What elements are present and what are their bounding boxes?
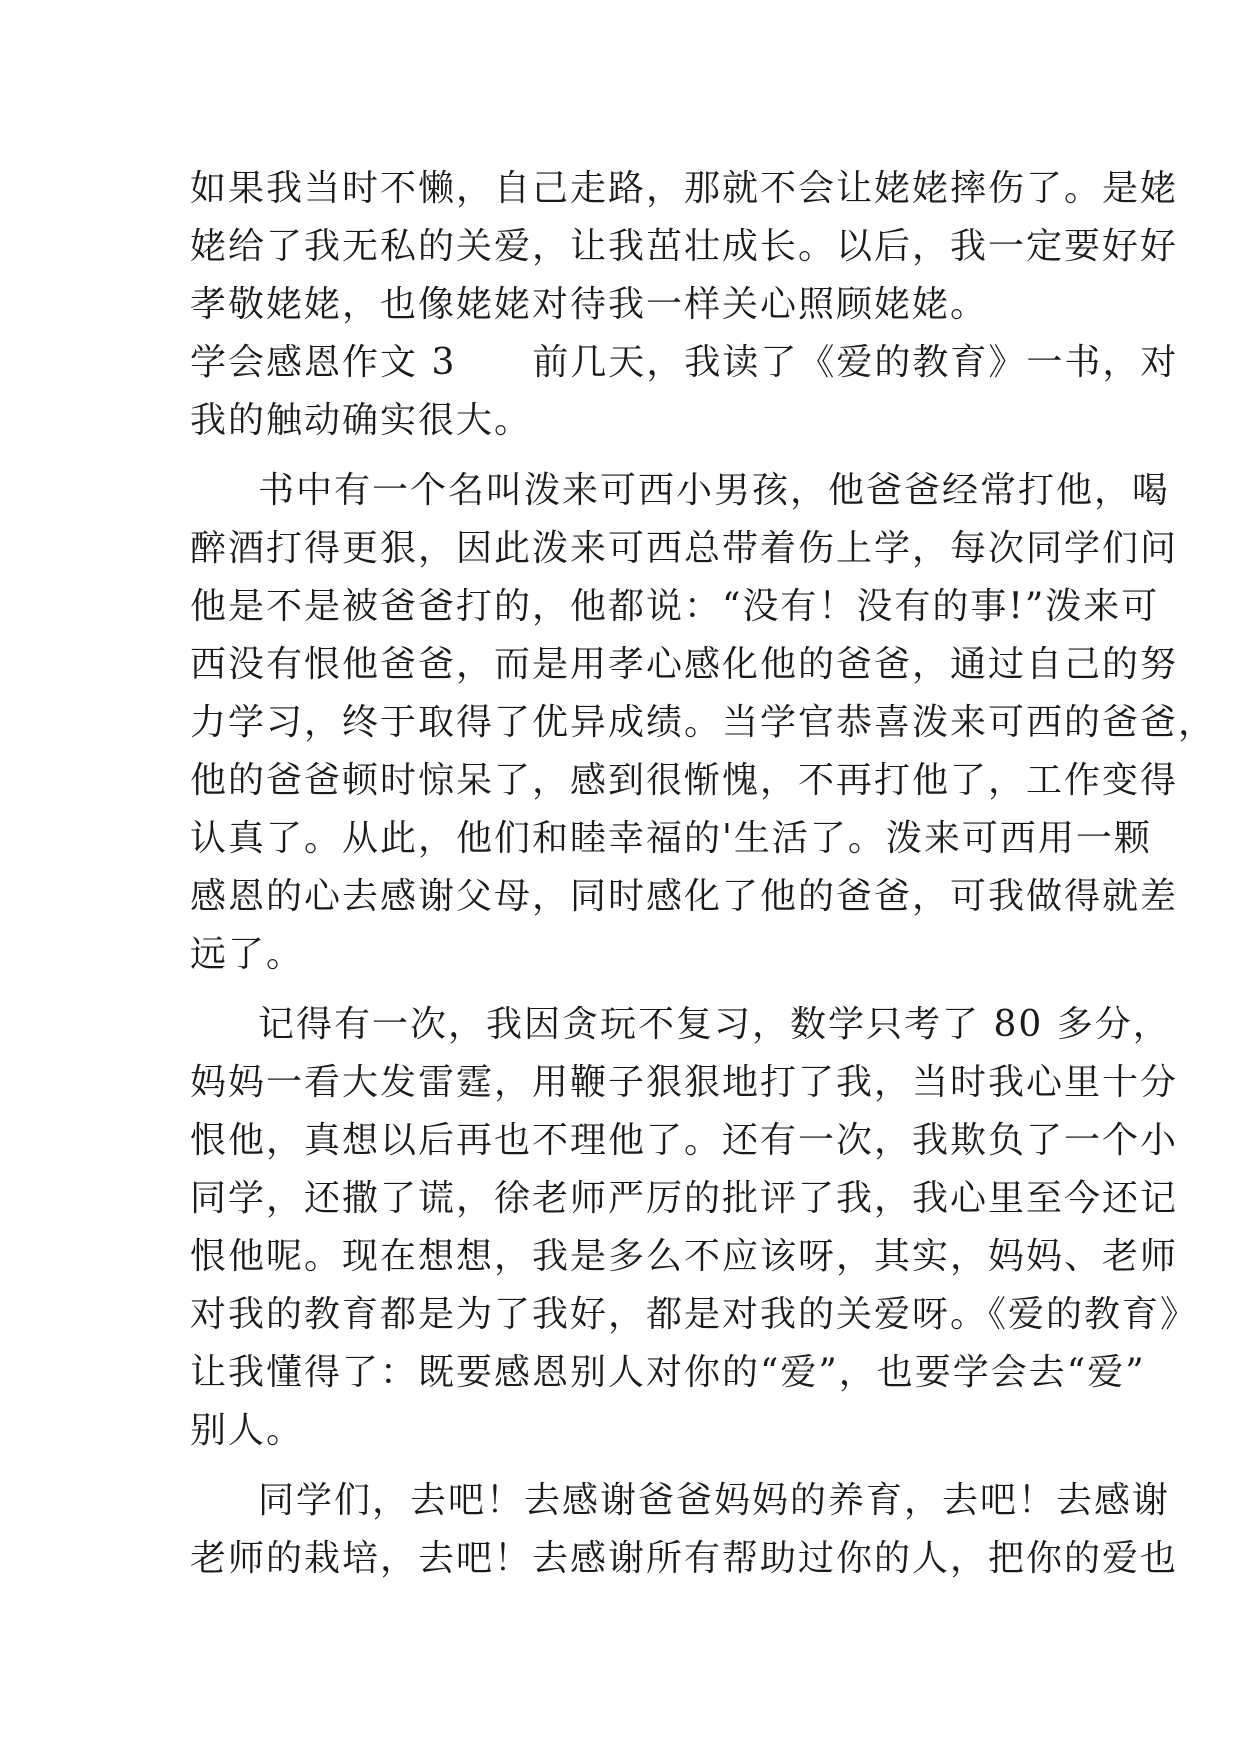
text-line: 妈妈一看大发雷霆，用鞭子狠狠地打了我，当时我心里十分: [190, 1062, 1179, 1103]
paragraph-start-line: 记得有一次，我因贪玩不复习，数学只考了 80 多分，: [258, 1004, 1171, 1045]
text-line: 我的触动确实很大。: [190, 400, 533, 441]
text-line: 恨他，真想以后再也不理他了。还有一次，我欺负了一个小: [190, 1120, 1179, 1161]
text-line: 他的爸爸顿时惊呆了，感到很惭愧，不再打他了，工作变得: [190, 760, 1179, 801]
paragraph-start-line: 书中有一个名叫泼来可西小男孩，他爸爸经常打他，喝: [258, 470, 1171, 511]
section-heading-line: 学会感恩作文 3 前几天，我读了《爱的教育》一书，对: [190, 342, 1179, 383]
text-line: 对我的教育都是为了我好，都是对我的关爱呀。《爱的教育》: [190, 1294, 1199, 1335]
text-line: 同学，还撒了谎，徐老师严厉的批评了我，我心里至今还记: [190, 1178, 1179, 1219]
text-line: 姥给了我无私的关爱，让我茁壮成长。以后，我一定要好好: [190, 226, 1179, 267]
text-line: 别人。: [190, 1410, 305, 1451]
text-line: 他是不是被爸爸打的，他都说：“没有！没有的事!”泼来可: [190, 586, 1160, 627]
text-line: 醉酒打得更狠，因此泼来可西总带着伤上学，每次同学们问: [190, 528, 1179, 569]
text-line: 远了。: [190, 934, 305, 975]
text-line: 感恩的心去感谢父母，同时感化了他的爸爸，可我做得就差: [190, 876, 1179, 917]
text-line: 老师的栽培，去吧！去感谢所有帮助过你的人，把你的爱也: [190, 1538, 1179, 1579]
paragraph-start-line: 同学们，去吧！去感谢爸爸妈妈的养育，去吧！去感谢: [258, 1480, 1171, 1521]
text-line: 西没有恨他爸爸，而是用孝心感化他的爸爸，通过自己的努: [190, 644, 1179, 685]
text-line: 孝敬姥姥，也像姥姥对待我一样关心照顾姥姥。: [190, 284, 989, 325]
text-line: 恨他呢。现在想想，我是多么不应该呀，其实，妈妈、老师: [190, 1236, 1179, 1277]
text-line: 让我懂得了：既要感恩别人对你的“爱”，也要学会去“爱”: [190, 1352, 1146, 1393]
text-line: 认真了。从此，他们和睦幸福的'生活了。泼来可西用一颗: [190, 818, 1152, 859]
text-line: 如果我当时不懒，自己走路，那就不会让姥姥摔伤了。是姥: [190, 168, 1179, 209]
text-line: 力学习，终于取得了优异成绩。当学官恭喜泼来可西的爸爸，: [190, 702, 1217, 743]
